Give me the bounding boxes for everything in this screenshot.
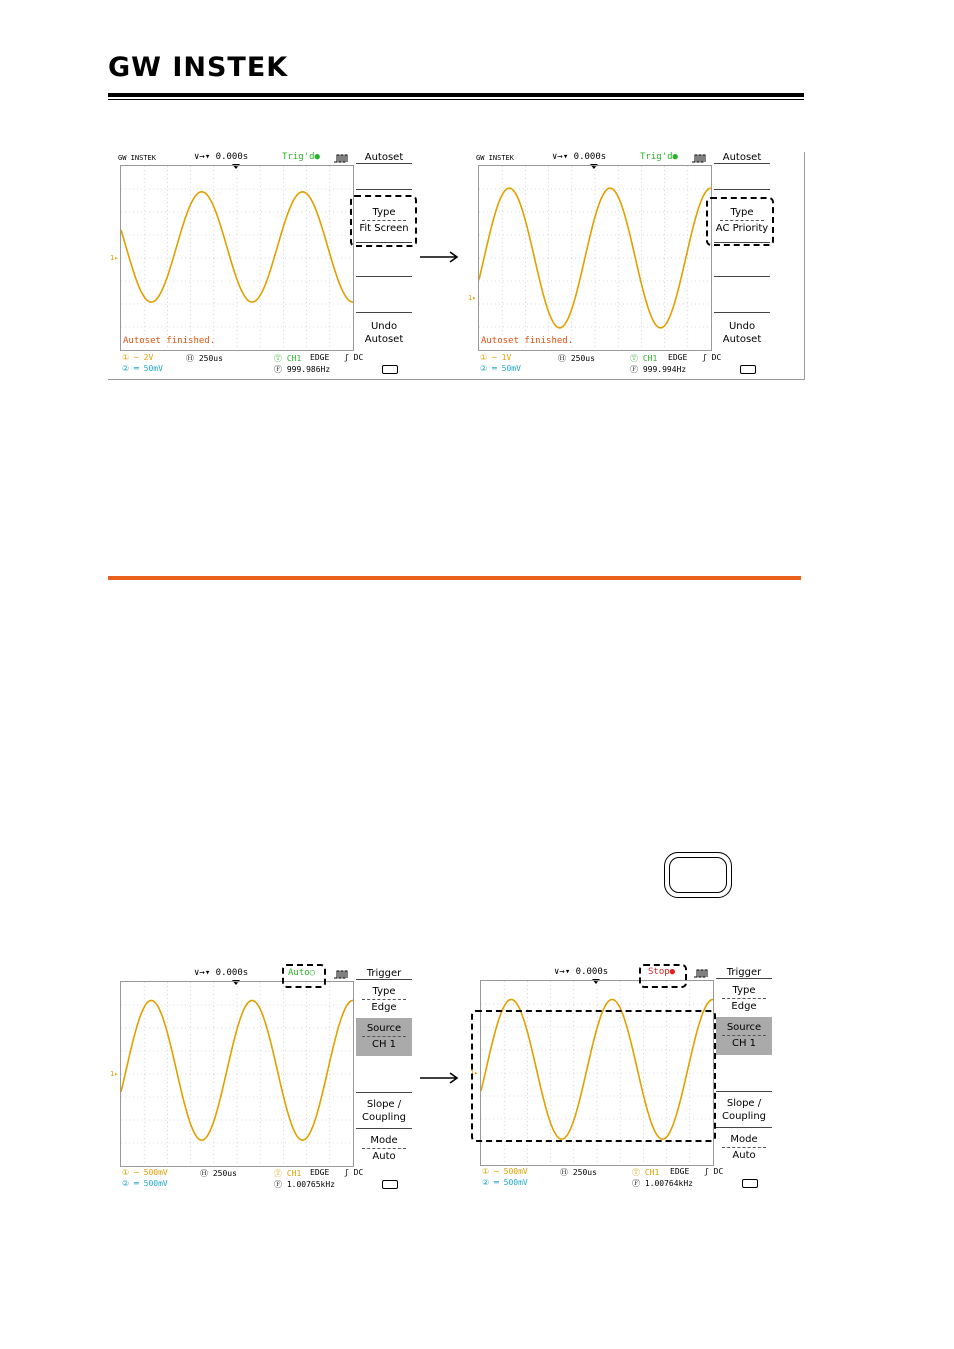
softkey-slope-line2: Coupling <box>721 1111 767 1122</box>
trigger-source: Ⓣ CH1 <box>274 354 302 363</box>
softkey-source-value: CH 1 <box>731 1038 757 1049</box>
softkey-source-label: Source <box>366 1023 402 1034</box>
status-message: Autoset finished. <box>123 336 216 346</box>
trigger-pulse-icon <box>692 153 706 163</box>
autoset-menu <box>356 152 418 352</box>
softkey-dash <box>362 1036 406 1037</box>
menu-divider <box>356 276 412 277</box>
timebase-readout: ∨→▾ 0.000s <box>194 152 249 162</box>
ch1-ground-marker-icon: 1▸ <box>110 1070 119 1078</box>
timebase-readout: ∨→▾ 0.000s <box>554 967 609 977</box>
trigger-status: Stop● <box>648 967 676 977</box>
softkey-source[interactable] <box>716 1017 772 1055</box>
ch1-scale: ① ─ 1V <box>480 353 512 362</box>
arrow-right-icon <box>420 250 460 264</box>
softkey-type-label: Type <box>372 207 396 218</box>
trigger-coupling: ʃ DC <box>344 353 364 362</box>
softkey-type-label: Type <box>372 986 396 997</box>
arrow-right-icon <box>420 1071 460 1085</box>
timebase-readout: ∨→▾ 0.000s <box>552 152 607 162</box>
trigger-type: EDGE <box>668 353 688 362</box>
ch1-scale: ① ─ 500mV <box>482 1167 528 1176</box>
header-rule-thick <box>108 93 804 97</box>
softkey-slope-line1: Slope / <box>366 1099 402 1110</box>
menu-title: Trigger <box>716 967 772 979</box>
softkey-type[interactable] <box>356 985 412 1014</box>
trigger-menu <box>716 967 778 1167</box>
scope-autoset-ac-priority <box>468 152 774 382</box>
softkey-type-value: Fit Screen <box>359 223 409 234</box>
softkey-dash <box>722 1035 766 1036</box>
frequency-readout: Ⓕ 999.986Hz <box>274 365 331 374</box>
softkey-mode[interactable] <box>716 1133 772 1162</box>
frequency-readout: Ⓕ 999.994Hz <box>630 365 687 374</box>
softkey-slope-coupling[interactable] <box>356 1098 412 1124</box>
softkey-source-value: CH 1 <box>371 1039 397 1050</box>
ch2-scale: ② ═ 50mV <box>122 364 163 373</box>
menu-divider <box>356 1092 412 1093</box>
softkey-undo-autoset[interactable] <box>356 320 412 346</box>
usb-icon <box>742 1179 758 1188</box>
highlight-stop-status <box>639 964 687 988</box>
ch1-ground-marker-icon: 1▸ <box>468 294 477 302</box>
scope-brand: GW INSTEK <box>118 154 156 162</box>
scope-autoset-fit-screen <box>110 152 416 382</box>
menu-divider <box>716 1127 772 1128</box>
softkey-type-label: Type <box>732 985 756 996</box>
ch2-scale: ② ═ 500mV <box>482 1178 528 1187</box>
menu-divider <box>714 276 770 277</box>
softkey-slope-line2: Coupling <box>361 1112 407 1123</box>
ch1-scale: ① ─ 2V <box>122 353 154 362</box>
ch1-ground-marker-icon: 1▸ <box>110 254 119 262</box>
trigger-pulse-icon <box>334 969 348 979</box>
softkey-undo-autoset[interactable] <box>714 320 770 346</box>
header-rule-thin <box>108 99 804 100</box>
menu-title: Autoset <box>356 152 412 164</box>
ch2-scale: ② ═ 50mV <box>480 364 521 373</box>
trigger-source: Ⓣ CH1 <box>632 1168 660 1177</box>
timebase-readout: ∨→▾ 0.000s <box>194 968 249 978</box>
horizontal-scale: Ⓗ 250us <box>186 354 223 363</box>
trigger-type: EDGE <box>310 1168 330 1177</box>
softkey-type-label: Type <box>730 207 754 218</box>
trigger-coupling: ʃ DC <box>702 353 722 362</box>
softkey-type-value: AC Priority <box>715 223 769 234</box>
ch1-ground-marker-icon: 1▸ <box>470 1069 479 1077</box>
highlight-auto-status <box>282 964 326 988</box>
ch1-scale: ① ─ 500mV <box>122 1168 168 1177</box>
figure1-border-right <box>804 152 805 380</box>
trigger-type: EDGE <box>670 1167 690 1176</box>
trigger-menu <box>356 968 418 1168</box>
highlight-type-fit-screen <box>350 195 417 247</box>
highlight-frozen-waveform <box>471 1010 716 1142</box>
frequency-readout: Ⓕ 1.00764kHz <box>632 1179 693 1188</box>
softkey-dash <box>362 1148 406 1149</box>
softkey-slope-line1: Slope / <box>726 1098 762 1109</box>
menu-divider <box>716 1091 772 1092</box>
softkey-type-value: Edge <box>371 1002 397 1013</box>
softkey-mode-label: Mode <box>370 1135 398 1146</box>
softkey-mode-value: Auto <box>372 1151 396 1162</box>
softkey-mode-label: Mode <box>730 1134 758 1145</box>
menu-divider <box>356 1128 412 1129</box>
softkey-type[interactable] <box>716 984 772 1013</box>
usb-icon <box>740 365 756 374</box>
highlight-type-ac-priority <box>706 197 774 246</box>
trigger-pulse-icon <box>334 153 348 163</box>
menu-divider <box>356 189 412 190</box>
status-message: Autoset finished. <box>481 336 574 346</box>
trigger-pulse-icon <box>694 968 708 978</box>
button-inner-icon <box>669 857 727 893</box>
softkey-dash <box>722 1147 766 1148</box>
scope-brand: GW INSTEK <box>476 154 514 162</box>
waveform-grid <box>478 165 712 351</box>
trigger-coupling: ʃ DC <box>344 1168 364 1177</box>
softkey-dash <box>722 998 766 999</box>
scope-trigger-auto <box>110 968 416 1198</box>
softkey-source-label: Source <box>726 1022 762 1033</box>
horizontal-scale: Ⓗ 250us <box>560 1168 597 1177</box>
menu-divider <box>714 312 770 313</box>
waveform-grid <box>120 981 354 1167</box>
trigger-source: Ⓣ CH1 <box>274 1169 302 1178</box>
autoset-menu <box>714 152 776 352</box>
trigger-status: Trig'd● <box>640 152 678 162</box>
trigger-type: EDGE <box>310 353 330 362</box>
menu-title: Trigger <box>356 968 412 980</box>
softkey-dash <box>362 999 406 1000</box>
front-panel-button-icon <box>664 852 732 898</box>
menu-divider <box>356 312 412 313</box>
softkey-undo-line1: Undo <box>728 321 756 332</box>
horizontal-scale: Ⓗ 250us <box>200 1169 237 1178</box>
usb-icon <box>382 1180 398 1189</box>
frequency-readout: Ⓕ 1.00765kHz <box>274 1180 335 1189</box>
softkey-type-value: Edge <box>731 1001 757 1012</box>
trigger-source: Ⓣ CH1 <box>630 354 658 363</box>
section-divider <box>108 576 801 580</box>
ch2-scale: ② ═ 500mV <box>122 1179 168 1188</box>
trigger-coupling: ʃ DC <box>704 1167 724 1176</box>
trigger-status: Trig'd● <box>282 152 320 162</box>
softkey-mode-value: Auto <box>732 1150 756 1161</box>
trigger-status: Auto○ <box>288 968 316 978</box>
menu-divider <box>714 189 770 190</box>
waveform-grid <box>120 165 354 351</box>
softkey-undo-line1: Undo <box>370 321 398 332</box>
softkey-mode[interactable] <box>356 1134 412 1163</box>
usb-icon <box>382 365 398 374</box>
horizontal-scale: Ⓗ 250us <box>558 354 595 363</box>
softkey-undo-line2: Autoset <box>364 334 404 345</box>
softkey-source[interactable] <box>356 1018 412 1056</box>
menu-title: Autoset <box>714 152 770 164</box>
softkey-slope-coupling[interactable] <box>716 1097 772 1123</box>
gw-instek-logo: GW INSTEK <box>108 52 289 83</box>
softkey-undo-line2: Autoset <box>722 334 762 345</box>
